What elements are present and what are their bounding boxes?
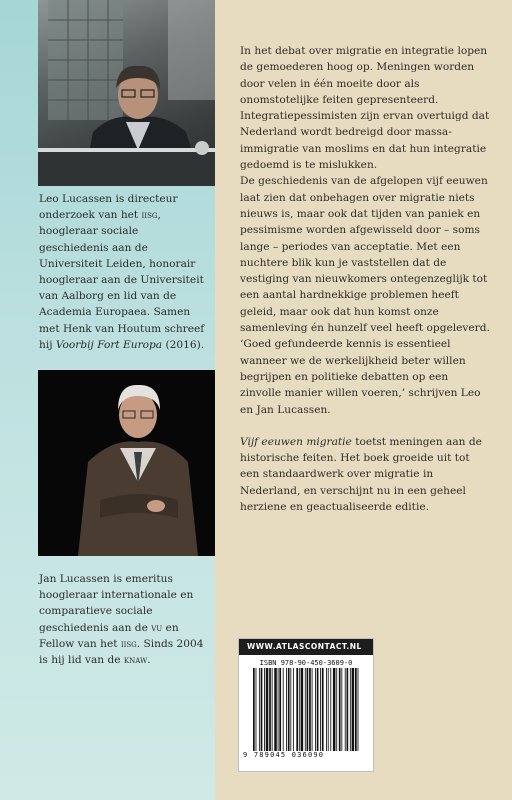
barcode-bar (269, 668, 271, 751)
author-photo-leo (38, 0, 215, 186)
barcode-bar (278, 668, 279, 751)
barcode-bar (272, 668, 273, 751)
barcode-bar (261, 668, 263, 751)
barcode-bar (307, 668, 309, 751)
barcode-bar (253, 668, 255, 751)
blurb-paragraph-3: ‘Goed gefundeerde kennis is essentieel wanneer we de werkelijkheid beter willen begrijpen en politieke debatten op een zinvolle manier willen voeren,’ schrijven Leo en Jan Lucassen. (240, 338, 481, 416)
barcode-bar (339, 668, 341, 751)
barcode-bar (315, 668, 316, 751)
barcode-bar (326, 668, 327, 751)
barcode-bar (350, 668, 351, 751)
author-photo-jan-illustration (38, 370, 215, 556)
barcode-bar (299, 668, 300, 751)
barcode-bar (347, 668, 349, 751)
barcode-bar (259, 668, 260, 751)
barcode-bar (301, 668, 304, 751)
barcode-bar (322, 668, 324, 751)
blurb-paragraph-2: De geschiedenis van de afgelopen vijf eeuwen laat zien dat onbehagen over migratie niets nieuws is, maar ook dat tijden van paniek en pessimisme worden afgewisseld door – soms lange – periodes van acceptatie. Met een nuchtere blik kun je vaststellen dat de vestiging van nieuwkomers ontegenzeglijk tot een aantal hardnekkige problemen heeft geleid, maar ook dat hun komst onze samenleving én hunzelf veel heeft opgeleverd. (240, 175, 490, 335)
bio-leo: Leo Lucassen is directeur onderzoek van het iisg, hoogleraar sociale geschiedenis aan de Universiteit Leiden, honorair hoogleraar aan de Universiteit van Aalborg en lid van de Academia Europaea. Samen met Henk van Houtum schreef hij Voorbij Fort Europa (2016). (39, 193, 205, 351)
barcode-bar (345, 668, 346, 751)
barcode-bar (264, 668, 265, 751)
barcode-bar (290, 668, 291, 751)
barcode-bar (286, 668, 287, 751)
blurb-paragraph-1: In het debat over migratie en integratie lopen de gemoederen hoog op. Meningen worden door velen in één moeite door als onomstotelijke feiten gepresenteerd. Integratiepessimisten zijn ervan overtuigd dat Nederland wordt bedreigd door massa-immigratie van moslims en dat hun integratie gedoemd is te mislukken. (240, 45, 490, 172)
barcode-bar (296, 668, 298, 751)
barcode-bar (279, 668, 281, 751)
barcode-bar (336, 668, 337, 751)
barcode-bar (328, 668, 329, 751)
barcode-bar (274, 668, 277, 751)
barcode-bar (256, 668, 257, 751)
barcode-bar (333, 668, 336, 751)
barcode-bar (358, 668, 359, 751)
barcode-bar (317, 668, 319, 751)
barcode-bar (309, 668, 311, 751)
bio-jan: Jan Lucassen is emeritus hoogleraar internationale en comparatieve sociale geschiedenis aan de vu en Fellow van het iisg. Sinds 2004 is hij lid van de knaw. (39, 573, 204, 667)
blurb-paragraph-4: Vijf eeuwen migratie toetst meningen aan de historische feiten. Het boek groeide uit tot een standaardwerk over migratie in Nederland, en verschijnt nu in een geheel herziene en geactualiseerde editie. (240, 435, 482, 514)
barcode-bar (320, 668, 321, 751)
isbn-number: ISBN 978-90-450-3609-0 (259, 659, 353, 667)
barcode-bar (352, 668, 355, 751)
barcode-bar (266, 668, 269, 751)
barcode-bar (330, 668, 331, 751)
barcode-bar (355, 668, 357, 751)
author-photo-leo-illustration (38, 0, 215, 186)
barcode-box (238, 638, 374, 772)
barcode-bar (283, 668, 284, 751)
barcode-bars (251, 668, 361, 751)
author-photo-jan (38, 370, 215, 556)
barcode-bar (341, 668, 342, 751)
publisher-url: WWW.ATLASCONTACT.NL (239, 639, 373, 655)
blurb (240, 43, 490, 515)
ean-digits: 9 789045 036090 (243, 751, 325, 759)
barcode-bar (305, 668, 306, 751)
book-title: Vijf eeuwen migratie (240, 435, 352, 448)
barcode-bar (293, 668, 294, 751)
barcode-bar (288, 668, 290, 751)
barcode-bar (312, 668, 313, 751)
